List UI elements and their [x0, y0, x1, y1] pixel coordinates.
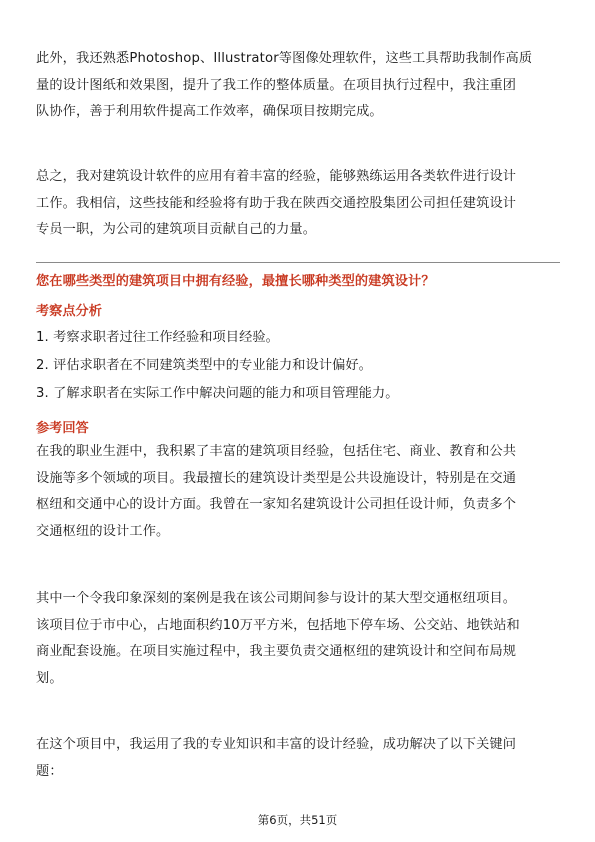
- text-line: 专员一职，为公司的建筑项目贡献自己的力量。: [36, 222, 317, 237]
- text-line: 队协作，善于利用软件提高工作效率，确保项目按期完成。: [36, 104, 383, 119]
- text-line: 此外，我还熟悉Photoshop、Illustrator等图像处理软件，这些工具帮助我制作高质: [36, 51, 533, 66]
- interview-question: 您在哪些类型的建筑项目中拥有经验，最擅长哪种类型的建筑设计？: [36, 274, 435, 289]
- text-line: 该项目位于市中心，占地面积约10万平方米，包括地下停车场、公交站、地铁站和: [36, 617, 520, 633]
- text-line: 工作。我相信，这些技能和经验将有助于我在陕西交通控股集团公司担任建筑设计: [36, 195, 517, 211]
- text-line: 划。: [36, 670, 63, 686]
- text-line: 在我的职业生涯中，我积累了丰富的建筑项目经验，包括住宅、商业、教育和公共: [36, 444, 517, 459]
- text-line: 交通枢纽的设计工作。: [36, 523, 170, 539]
- answer-paragraph-2: [36, 586, 560, 692]
- text-line: 枢纽和交通中心的设计方面。我曾在一家知名建筑设计公司担任设计师，负责多个: [36, 497, 517, 512]
- text-line: 量的设计图纸和效果图，提升了我工作的整体质量。在项目执行过程中，我注重团: [36, 77, 517, 93]
- text-line: 总之，我对建筑设计软件的应用有着丰富的经验，能够熟练运用各类软件进行设计: [36, 169, 517, 184]
- text-line: 设施等多个领域的项目。我最擅长的建筑设计类型是公共设施设计，特别是在交通: [36, 470, 517, 486]
- answer-paragraph-1: [36, 439, 560, 545]
- answer-paragraph-3: [36, 732, 560, 785]
- intro-paragraph-software: [36, 46, 560, 126]
- page-number-footer: 第6页，共51页: [257, 813, 338, 827]
- analysis-item: 3. 了解求职者在实际工作中解决问题的能力和项目管理能力。: [36, 386, 399, 401]
- text-line: 在这个项目中，我运用了我的专业知识和丰富的设计经验，成功解决了以下关键问: [36, 737, 517, 752]
- answer-label: 参考回答: [36, 421, 89, 436]
- analysis-item: 2. 评估求职者在不同建筑类型中的专业能力和设计偏好。: [36, 358, 372, 373]
- text-line: 其中一个令我印象深刻的案例是我在该公司期间参与设计的某大型交通枢纽项目。: [36, 591, 517, 606]
- text-line: 题：: [36, 763, 63, 779]
- summary-paragraph: [36, 164, 560, 244]
- analysis-label: 考察点分析: [36, 304, 102, 319]
- text-line: 商业配套设施。在项目实施过程中，我主要负责交通枢纽的建筑设计和空间布局规: [36, 644, 517, 659]
- section-divider: [36, 262, 560, 263]
- analysis-item: 1. 考察求职者过往工作经验和项目经验。: [36, 330, 279, 345]
